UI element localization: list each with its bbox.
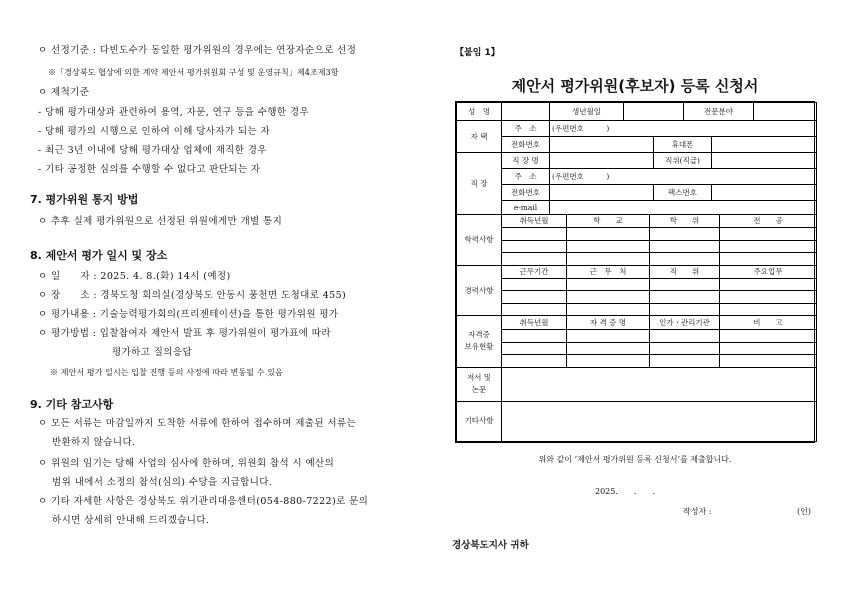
label-home: 자 택 bbox=[457, 121, 502, 153]
fax-value-cell bbox=[712, 185, 817, 201]
label-mobile: 휴대폰 bbox=[654, 137, 712, 153]
work-section bbox=[456, 152, 817, 215]
reference-item-continued: 범위 내에서 소정의 참석(심의) 수당을 지급합니다. bbox=[52, 477, 273, 488]
empty-cell bbox=[502, 228, 567, 241]
evaluation-date-note: ※ 제안서 평가 일시는 입찰 진행 등의 사정에 따라 변동될 수 있음 bbox=[50, 368, 283, 377]
reference-item-continued: 하시면 상세히 안내해 드리겠습니다. bbox=[52, 515, 210, 526]
reference-item-continued: 반환하지 않습니다. bbox=[52, 437, 136, 448]
publications-value-cell bbox=[502, 367, 817, 401]
career-header: 근 무 처 bbox=[567, 265, 650, 278]
empty-cell bbox=[567, 303, 650, 316]
mobile-value-cell bbox=[712, 137, 817, 153]
label-other: 기타사항 bbox=[457, 401, 502, 441]
label-license bbox=[457, 316, 502, 368]
career-header: 근무기간 bbox=[502, 265, 567, 278]
empty-cell bbox=[720, 303, 817, 316]
evaluation-method-continued: 평가하고 질의응답 bbox=[112, 347, 193, 358]
evaluation-method: ㅇ 평가방법 : 입찰참여자 제안서 발표 후 평가위원이 평가표에 따라 bbox=[38, 328, 331, 339]
left-page bbox=[0, 0, 420, 595]
empty-cell bbox=[567, 253, 650, 266]
empty-cell bbox=[567, 278, 650, 291]
section-8-heading: 8. 제안서 평가 일시 및 장소 bbox=[30, 249, 168, 262]
empty-cell bbox=[650, 240, 720, 253]
author-label: 작성자 : bbox=[683, 507, 712, 516]
home-postal-code: (우편번호 ) bbox=[550, 121, 817, 137]
empty-cell bbox=[720, 342, 817, 355]
label-publications bbox=[457, 367, 502, 401]
empty-cell bbox=[650, 303, 720, 316]
other-value-cell bbox=[502, 401, 817, 441]
license-section bbox=[456, 315, 817, 368]
attachment-label: 【붙임 1】 bbox=[455, 48, 500, 58]
label-work-address: 주 소 bbox=[502, 169, 550, 185]
label-license-line2: 보유현황 bbox=[464, 342, 494, 352]
exclusion-criteria-title: ㅇ 제척기준 bbox=[38, 87, 90, 98]
empty-cell bbox=[650, 253, 720, 266]
empty-cell bbox=[502, 303, 567, 316]
empty-cell bbox=[502, 253, 567, 266]
empty-cell bbox=[650, 342, 720, 355]
birthdate-value-cell bbox=[624, 103, 684, 121]
license-header: 자 격 증 명 bbox=[567, 316, 650, 330]
label-work: 직 장 bbox=[457, 153, 502, 215]
label-publications-line2: 논문 bbox=[471, 385, 487, 394]
empty-cell bbox=[720, 228, 817, 241]
empty-cell bbox=[567, 355, 650, 368]
name-value-cell bbox=[502, 103, 550, 121]
label-workplace: 직 장 명 bbox=[502, 153, 550, 169]
empty-cell bbox=[502, 355, 567, 368]
name-row bbox=[456, 102, 817, 121]
reference-item: ㅇ 기타 자세한 사항은 경상북도 위기관리대응센터(054-880-7222)로 문의 bbox=[38, 496, 369, 507]
label-home-phone: 전화번호 bbox=[502, 137, 550, 153]
label-publications-line1: 저서 및 bbox=[466, 373, 492, 382]
misc-section bbox=[456, 367, 817, 442]
exclusion-item: - 기타 공정한 심의를 수행할 수 없다고 판단되는 자 bbox=[38, 164, 261, 175]
notification-method: ㅇ 추후 실제 평가위원으로 선정된 위원에게만 개별 통지 bbox=[38, 216, 283, 227]
section-9-heading: 9. 기타 참고사항 bbox=[30, 398, 114, 411]
exclusion-item: - 최근 3년 이내에 당해 평가대상 업체에 재직한 경우 bbox=[38, 145, 267, 156]
label-name: 성 명 bbox=[457, 103, 502, 121]
label-home-address: 주 소 bbox=[502, 121, 550, 137]
selection-criteria: ㅇ 선정기준 : 다빈도수가 동일한 평가위원의 경우에는 연장자순으로 선정 bbox=[38, 45, 357, 56]
evaluation-place: ㅇ 장 소 : 경북도청 회의실(경상북도 안동시 풍천면 도청대로 455) bbox=[38, 290, 347, 301]
workplace-value-cell bbox=[550, 153, 654, 169]
empty-cell bbox=[502, 278, 567, 291]
empty-cell bbox=[567, 240, 650, 253]
empty-cell bbox=[650, 228, 720, 241]
specialty-value-cell bbox=[754, 103, 817, 121]
label-career: 경력사항 bbox=[457, 265, 502, 316]
label-birthdate: 생년월일 bbox=[550, 103, 624, 121]
label-email: e-mail bbox=[502, 201, 550, 215]
license-header: 비 고 bbox=[720, 316, 817, 330]
email-value-cell bbox=[550, 201, 817, 215]
addressee: 경상북도지사 귀하 bbox=[452, 540, 529, 551]
empty-cell bbox=[567, 228, 650, 241]
education-section bbox=[456, 214, 817, 266]
empty-cell bbox=[650, 278, 720, 291]
education-header: 취득년월 bbox=[502, 215, 567, 228]
empty-cell bbox=[720, 240, 817, 253]
label-specialty: 전문분야 bbox=[684, 103, 754, 121]
empty-cell bbox=[567, 342, 650, 355]
empty-cell bbox=[567, 330, 650, 343]
education-header: 전 공 bbox=[720, 215, 817, 228]
empty-cell bbox=[720, 355, 817, 368]
seal-label: (인) bbox=[797, 507, 811, 516]
evaluation-date: ㅇ 일 자 : 2025. 4. 8.(화) 14시 (예정) bbox=[38, 271, 231, 282]
label-license-line1: 자격증 bbox=[468, 330, 490, 340]
label-fax: 팩스번호 bbox=[654, 185, 712, 201]
label-education: 학력사항 bbox=[457, 215, 502, 266]
form-title: 제안서 평가위원(후보자) 등록 신청서 bbox=[511, 77, 759, 95]
license-header: 인가ㆍ관리기관 bbox=[650, 316, 720, 330]
section-7-heading: 7. 평가위원 통지 방법 bbox=[30, 193, 139, 206]
reference-item: ㅇ 모든 서류는 마감일까지 도착한 서류에 한하여 접수하며 제출된 서류는 bbox=[38, 418, 357, 429]
label-position: 직위(직급) bbox=[654, 153, 712, 169]
empty-cell bbox=[567, 291, 650, 304]
submission-date: 2025. . . bbox=[595, 487, 655, 496]
empty-cell bbox=[720, 278, 817, 291]
career-section bbox=[456, 265, 817, 317]
empty-cell bbox=[502, 291, 567, 304]
position-value-cell bbox=[712, 153, 817, 169]
empty-cell bbox=[502, 240, 567, 253]
right-page bbox=[440, 0, 841, 595]
education-header: 학 교 bbox=[567, 215, 650, 228]
exclusion-item: - 당해 평가대상과 관련하여 용역, 자문, 연구 등을 수행한 경우 bbox=[38, 107, 310, 118]
evaluation-content: ㅇ 평가내용 : 기술능력평가회의(프리젠테이션)을 통한 평가위원 평가 bbox=[38, 309, 339, 320]
label-work-phone: 전화번호 bbox=[502, 185, 550, 201]
career-header: 직 위 bbox=[650, 265, 720, 278]
empty-cell bbox=[650, 330, 720, 343]
declaration-text: 위와 같이 ‘제안서 평가위원 등록 신청서’를 제출합니다. bbox=[538, 455, 732, 464]
empty-cell bbox=[720, 330, 817, 343]
empty-cell bbox=[650, 291, 720, 304]
empty-cell bbox=[650, 355, 720, 368]
exclusion-item: - 당해 평가의 시행으로 인하여 이해 당사자가 되는 자 bbox=[38, 126, 271, 137]
work-phone-value-cell bbox=[550, 185, 654, 201]
empty-cell bbox=[502, 342, 567, 355]
license-header: 취득년월 bbox=[502, 316, 567, 330]
empty-cell bbox=[502, 330, 567, 343]
work-postal-code: (우편번호 ) bbox=[550, 169, 817, 185]
career-header: 주요업무 bbox=[720, 265, 817, 278]
empty-cell bbox=[720, 291, 817, 304]
home-phone-value-cell bbox=[550, 137, 654, 153]
empty-cell bbox=[720, 253, 817, 266]
registration-form-table bbox=[455, 101, 815, 443]
selection-criteria-note: ※「경상북도 협상에 의한 계약 제안서 평가위원회 구성 및 운영규칙」제4조제3항 bbox=[48, 68, 339, 77]
education-header: 학 위 bbox=[650, 215, 720, 228]
reference-item: ㅇ 위원의 임기는 당해 사업의 심사에 한하며, 위원회 참석 시 예산의 bbox=[38, 458, 335, 469]
home-section bbox=[456, 120, 817, 153]
